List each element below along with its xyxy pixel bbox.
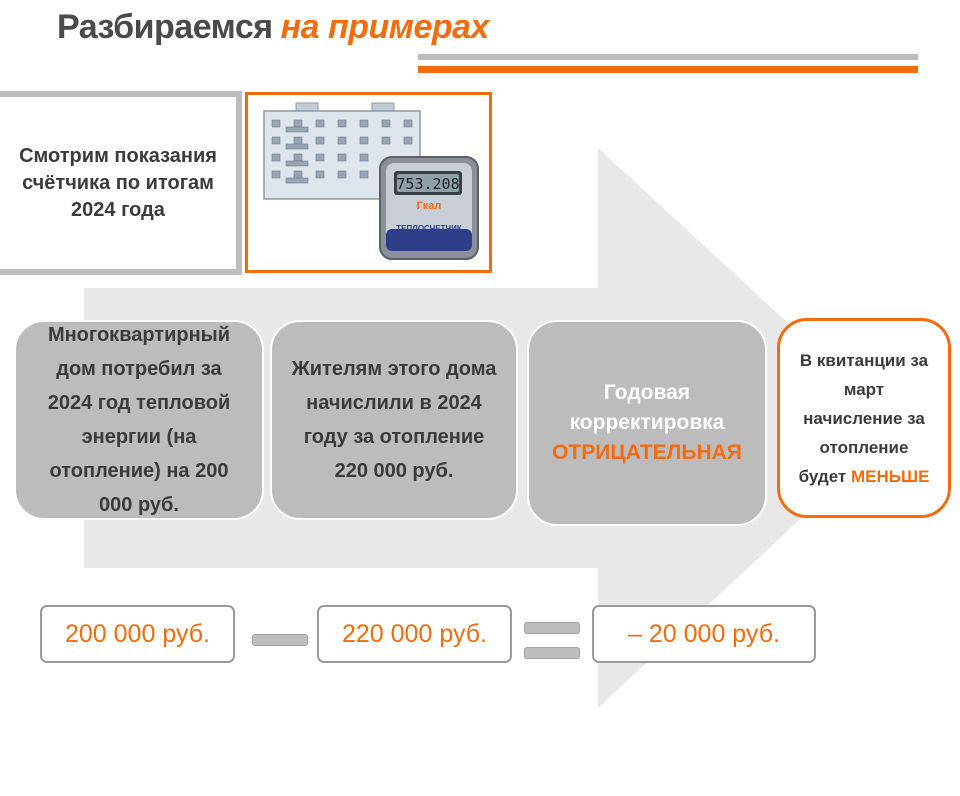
- step-consumption: [14, 320, 264, 520]
- equals-sign-bottom: [524, 647, 580, 659]
- meter-reading: 753.208: [396, 175, 460, 193]
- meter-illustration: [245, 92, 492, 273]
- equals-sign-top: [524, 622, 580, 634]
- value-consumption: 200 000 руб.: [40, 605, 235, 663]
- step-charged: [270, 320, 518, 520]
- result-text: В квитанции за март начисление за отопление будет: [798, 350, 929, 486]
- meter-label: ТЕПЛОСЧЕТЧИК: [396, 224, 462, 233]
- title-main: Разбираемся: [57, 8, 273, 46]
- value-result: – 20 000 руб.: [592, 605, 816, 663]
- page-title: [57, 8, 489, 47]
- step-charged-text: Жителям этого дома начислили в 2024 году за отопление 220 000 руб.: [291, 358, 497, 482]
- value-charged: 220 000 руб.: [317, 605, 512, 663]
- meter-unit: Гкал: [416, 200, 442, 212]
- step-correction-highlight: ОТРИЦАТЕЛЬНАЯ: [552, 441, 742, 464]
- title-underline-grey: [418, 54, 918, 60]
- result-highlight: МЕНЬШЕ: [850, 466, 930, 486]
- step-consumption-text: Многоквартирный дом потребил за 2024 год тепловой энергии (на отопление) на 200 000 руб.: [47, 324, 231, 516]
- minus-sign: [252, 634, 308, 646]
- title-accent: на примерах: [280, 8, 489, 46]
- building-meter-icon: [248, 95, 489, 270]
- step-correction: [527, 320, 767, 526]
- result-box: [777, 318, 951, 518]
- intro-text: Смотрим показания счётчика по итогам 2024 года: [19, 144, 217, 221]
- intro-box: [0, 91, 242, 275]
- title-underline-orange: [418, 66, 918, 73]
- step-correction-text: Годовая корректировка: [569, 381, 725, 434]
